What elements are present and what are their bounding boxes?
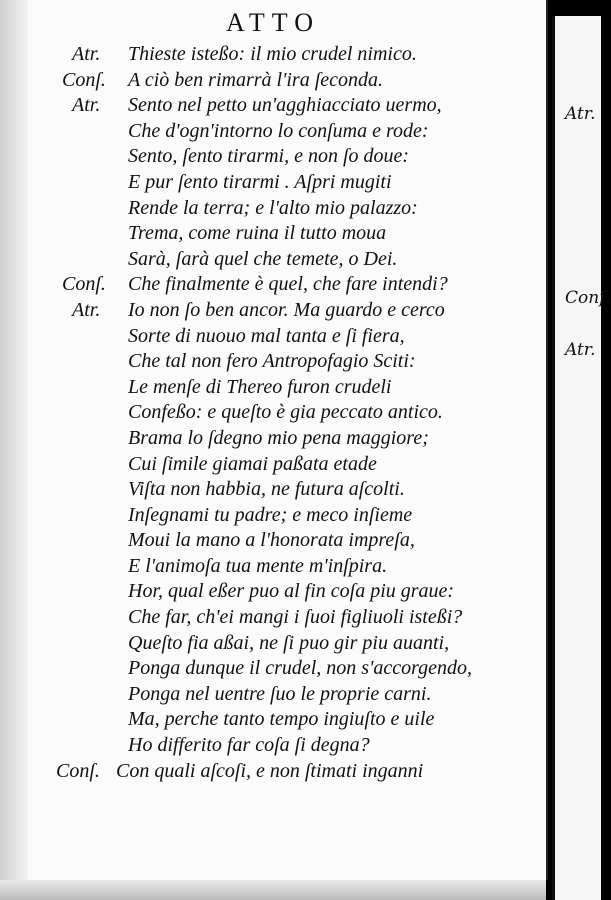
verse-text: Io non ſo ben ancor. Ma guardo e cerco xyxy=(128,298,445,321)
speaker-label: Conſ. xyxy=(56,759,100,782)
speaker-label: Atr. xyxy=(72,43,101,65)
verse-text: Brama lo ſdegno mio pena maggiore; xyxy=(128,426,429,449)
verse-line xyxy=(70,42,540,68)
verse-line xyxy=(70,528,540,554)
verse-block xyxy=(56,42,540,784)
verse-text: Trema, come ruina il tutto moua xyxy=(128,222,387,245)
verse-text: Ponga dunque il crudel, non s'accorgendo, xyxy=(128,657,473,680)
speaker-label: Conſ. xyxy=(62,68,106,91)
verse-text: Le menſe di Thereo furon crudeli xyxy=(128,375,392,398)
verse-line xyxy=(62,68,540,94)
page-gutter xyxy=(0,0,28,900)
verse-line xyxy=(70,196,540,222)
verse-text: Che tal non fero Antropofagio Sciti: xyxy=(128,350,416,373)
speaker-label: Conſ. xyxy=(62,273,106,296)
verse-line xyxy=(70,119,540,145)
verse-line xyxy=(70,426,540,452)
verse-text: E pur ſento tirarmi . Aſpri mugiti xyxy=(128,170,392,193)
verse-text: Viſta non habbia, ne futura aſcolti. xyxy=(128,478,405,501)
verse-line xyxy=(70,452,540,478)
speaker-label: Atr. xyxy=(72,298,101,321)
verse-text: Sorte di nuouo mal tanta e ſi fiera, xyxy=(128,324,405,347)
verse-text: Che d'ogn'intorno lo conſuma e rode: xyxy=(128,119,429,142)
verse-line xyxy=(70,349,540,375)
verse-line xyxy=(70,221,540,247)
verse-line xyxy=(70,400,540,426)
verse-text: Thieste isteßo: il mio crudel nimico. xyxy=(128,43,417,65)
page-bottom-edge xyxy=(0,880,546,900)
verse-line xyxy=(70,324,540,350)
verse-text: Moui la mano a l'honorata impreſa, xyxy=(128,529,415,552)
verse-text: A ciò ben rimarrà l'ira ſeconda. xyxy=(128,68,383,91)
next-page-sliver xyxy=(552,16,611,900)
verse-line xyxy=(70,682,540,708)
verse-line xyxy=(70,605,540,631)
verse-line xyxy=(70,579,540,605)
verse-line xyxy=(70,733,540,759)
verse-text: Che finalmente è quel, che fare intendi? xyxy=(128,273,448,296)
verse-text: Sento nel petto un'agghiacciato uermo, xyxy=(128,94,442,117)
verse-text: Hor, qual eßer puo al fin coſa piu graue: xyxy=(128,580,455,603)
next-page-speaker: Atr. xyxy=(565,104,596,124)
verse-text: Con quali aſcoſi, e non ſtimati inganni xyxy=(116,759,424,782)
verse-text: Ponga nel uentre ſuo le proprie carni. xyxy=(128,682,432,705)
speaker-label: Atr. xyxy=(72,94,101,117)
verse-line xyxy=(70,631,540,657)
verse-text: Che far, ch'ei mangi i ſuoi figliuoli isteßi? xyxy=(128,606,463,629)
verse-text: Ho differito far coſa ſi degna? xyxy=(128,734,370,757)
verse-line xyxy=(70,503,540,529)
verse-text: Rende la terra; e l'alto mio palazzo: xyxy=(128,196,418,219)
verse-line xyxy=(70,247,540,273)
verse-text: Confeßo: e queſto è gia peccato antico. xyxy=(128,401,443,424)
verse-line xyxy=(56,759,540,785)
next-page-speaker: Atr. xyxy=(565,340,596,360)
verse-line xyxy=(70,170,540,196)
verse-line xyxy=(70,144,540,170)
verse-line xyxy=(70,375,540,401)
running-header: ATTO xyxy=(226,8,320,37)
verse-line xyxy=(70,554,540,580)
next-page-speaker: Conſ. xyxy=(565,288,611,308)
verse-text: Inſegnami tu padre; e meco inſieme xyxy=(128,503,413,526)
verse-text: Sento, ſento tirarmi, e non ſo doue: xyxy=(128,145,410,168)
verse-line xyxy=(70,656,540,682)
verse-text: E l'animoſa tua mente m'inſpira. xyxy=(128,554,388,577)
verse-line xyxy=(70,477,540,503)
verse-text: Sarà, ſarà quel che temete, o Dei. xyxy=(128,247,398,270)
verse-line xyxy=(62,272,540,298)
verse-line xyxy=(70,707,540,733)
verse-text: Ma, perche tanto tempo ingiuſto e uile xyxy=(128,708,435,731)
verse-text: Queſto fia aßai, ne ſi puo gir piu auanti, xyxy=(128,631,450,654)
verse-text: Cui ſimile giamai paßata etade xyxy=(128,452,377,475)
verse-line xyxy=(70,298,540,324)
verse-line xyxy=(70,93,540,119)
